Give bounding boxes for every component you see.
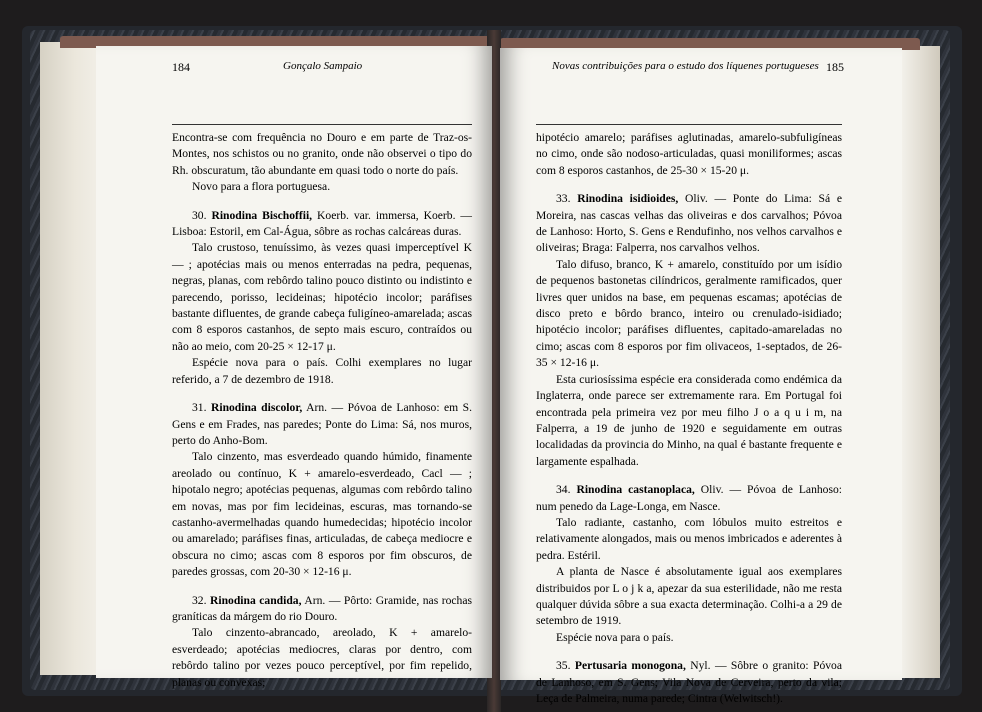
- species-entry: [172, 400, 472, 449]
- right-page-text: [536, 130, 842, 707]
- left-page-number: 184: [172, 60, 190, 74]
- entry-text: Oliv. — Póvoa de Lanhoso: num penedo da Lage-Longa, em Nasce.: [536, 483, 842, 513]
- species-name: Rinodina isidioides,: [577, 192, 679, 206]
- paragraph-gap: [172, 196, 472, 208]
- paragraph: Talo cinzento, mas esverdeado quando húmido, finamente areolado ou contínuo, K + amarelo-esverdeado, Cacl — ; hipotalo negro; apotécias pequenas, algumas com rebôrdo talino em novas, mas por fim lecideinas, escuras, mas tornando-se castanho-avermelhadas quando humedecidas; hipotécio incolor ou amarelado; paráfises finas, articuladas, de cabeça mediocre e obscura no cimo; ascas com 8 esporos por fim obscuros, de paredes grossas, com 20-30 × 12-16 μ.: [172, 450, 472, 579]
- paragraph-gap: [536, 179, 842, 191]
- paragraph-gap: [172, 388, 472, 400]
- entry-text: Oliv. — Ponte do Lima: Sá e Moreira, nas cascas velhas das oliveiras e dos carvalhos; Póvoa de Lanhoso: Horto, S. Gens e Rendufinho, nos velhos carvalhos e oliveiras; Braga: Falperra, nos carvalhos velhos.: [536, 192, 842, 255]
- right-running-head: Novas contribuições para o estudo dos líquenes portugueses: [552, 60, 819, 72]
- right-page-number: 185: [826, 60, 844, 74]
- species-entry: [172, 208, 472, 241]
- paragraph: A planta de Nasce é absolutamente igual aos exemplares distribuidos por L o j k a, apezar da sua esterilidade, não me resta qualquer dúvida sôbre a sua exacta determinação. Colhi-a a 29 de setembro de 1919.: [536, 565, 842, 628]
- right-page-edges: [900, 46, 940, 678]
- paragraph: hipotécio amarelo; paráfises aglutinadas, amarelo-subfuligíneas no cimo, onde são nodoso-articuladas, quasi moniliformes; ascas com 8 esporos castanhos, de 25-30 × 15-20 μ.: [536, 131, 842, 177]
- entry-text: Arn. — Pôrto: Gramide, nas rochas graníticas da márgem do rio Douro.: [172, 593, 472, 623]
- paragraph-gap: [536, 470, 842, 482]
- paragraph: Talo cinzento-abrancado, areolado, K + amarelo-esverdeado; apotécias mediocres, claras por dentro, com rebôrdo talino por vezes pouco perceptível, por fim repelido, planas ou convexas;: [172, 626, 472, 689]
- species-name: Rinodina Bischoffii,: [211, 208, 313, 222]
- paragraph: Encontra-se com frequência no Douro e em parte de Traz-os-Montes, nos schistos ou no granito, onde não observei o tipo do Rh. obscuratum, tão abundante em quasi todo o norte do país.: [172, 131, 472, 177]
- species-entry: [172, 593, 472, 626]
- entry-number: 35.: [556, 659, 571, 673]
- species-name: Rinodina castanoplaca,: [576, 483, 695, 497]
- right-head-rule: [536, 124, 842, 125]
- paragraph: Esta curiosíssima espécie era considerada como endémica da Inglaterra, onde parece ser extremamente rara. Em Portugal foi encontrada pela primeira vez por meu filho J o a q u i m, na Falperra, a 19 de junho de 1920 e seguidamente em outras localidadas da provincia do Minho, na qual é bastante frequente e largamente espalhada.: [536, 372, 842, 468]
- entry-number: 34.: [556, 483, 571, 497]
- species-name: Pertusaria monogona,: [574, 659, 686, 673]
- paragraph: Espécie nova para o país. Colhi exemplares no lugar referido, a 7 de dezembro de 1918.: [172, 356, 472, 386]
- species-name: Rinodina candida,: [210, 593, 302, 607]
- paragraph: Novo para a flora portuguesa.: [192, 180, 331, 194]
- species-name: Rinodina discolor,: [210, 401, 303, 415]
- paragraph-gap: [536, 646, 842, 658]
- entry-text: Nyl. — Sôbre o granito: Póvoa de Lanhoso, em S. Gens; Vila Nova de Cerveira, perto da vila; Leça de Palmeira, numa parede; Cintra (Welwitsch!).: [536, 659, 842, 705]
- entry-number: 31.: [192, 401, 207, 415]
- entry-text: Arn. — Póvoa de Lanhoso: em S. Gens e em Frades, nas paredes; Ponte do Lima: Sá, nos muros, perto do Anho-Bom.: [172, 401, 473, 447]
- entry-number: 30.: [192, 208, 207, 222]
- left-running-head: Gonçalo Sampaio: [283, 60, 363, 72]
- species-entry: [536, 482, 842, 515]
- left-head-rule: [172, 124, 472, 125]
- entry-text: Koerb. var. immersa, Koerb. — Lisboa: Estoril, em Cal-Água, sôbre as rochas calcáreas duras.: [172, 208, 473, 239]
- species-entry: [536, 658, 842, 707]
- paragraph: Espécie nova para o país.: [556, 630, 674, 644]
- paragraph: Talo crustoso, tenuíssimo, às vezes quasi imperceptível K — ; apotécias mais ou menos enterradas na pedra, pequenas, negras, planas, com rebôrdo talino pouco distinto ou indistinto e parecendo, porisso, lecideinas; hipotécio incolor; paráfises bastante difluentes, de grande cabeça fuligíneo-amarelada; ascas com 8 esporos castanhos, de septo mais escuro, contraídos ou não ao meio, com 20-25 × 12-17 μ.: [172, 241, 472, 353]
- paragraph-gap: [172, 581, 472, 593]
- entry-number: 33.: [556, 192, 571, 206]
- paragraph: Talo difuso, branco, K + amarelo, constituído por um isídio de pequenos bastonetas cilíndricos, geralmente ramificados, quer livres quer unidos na base, em pequenas escamas; apotécias de disco preto e bôrdo branco, inteiro ou crenulado-isidiado; hipotécio incolor; paráfises difluentes, capitado-amareladas no cimo; ascas com 8 esporos por fim olivaceos, 1-septados, de 26-35 × 12-16 μ.: [536, 257, 842, 370]
- species-entry: [536, 191, 842, 257]
- left-page-text: [172, 130, 472, 691]
- entry-number: 32.: [192, 593, 207, 607]
- paragraph: Talo radiante, castanho, com lóbulos muito estreitos e relativamente alongados, mais ou menos imbricados e aderentes à pedra. Estéril.: [536, 515, 842, 562]
- left-page-edges: [40, 42, 98, 675]
